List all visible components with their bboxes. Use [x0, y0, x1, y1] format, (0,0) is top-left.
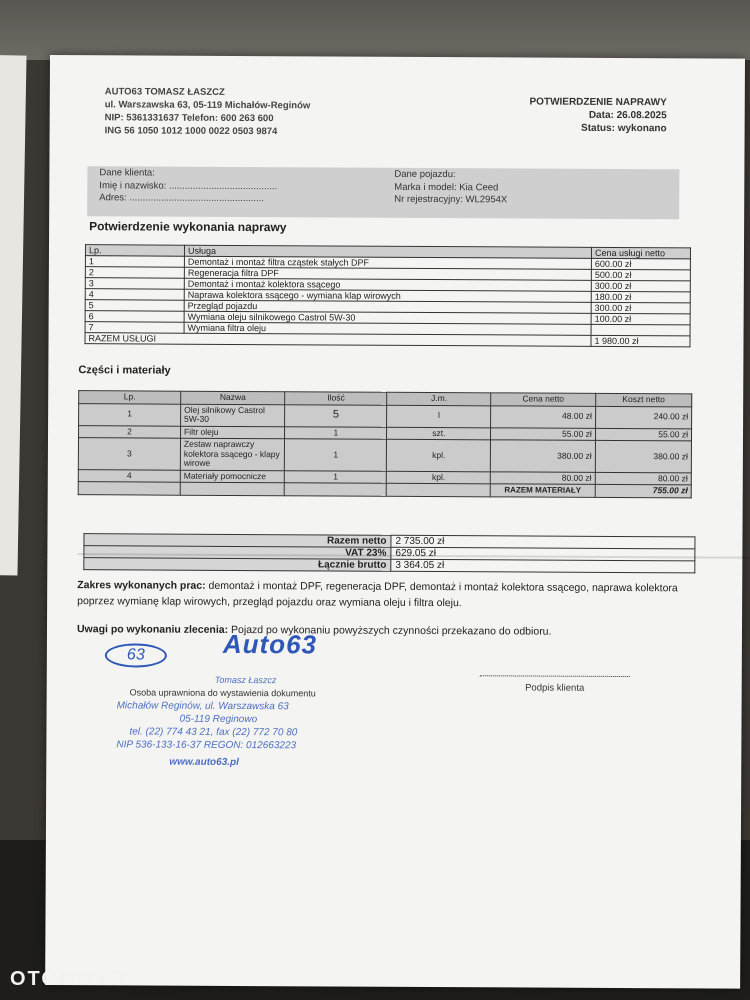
stamp-address1: Michałów Reginów, ul. Warszawska 63 — [116, 700, 289, 713]
row-unit: l — [387, 405, 491, 428]
document-date: Data: 26.08.2025 — [588, 109, 667, 122]
empty-cell — [285, 483, 387, 496]
gross-label: Łącznie brutto — [84, 558, 391, 572]
totals-row-gross — [84, 558, 695, 573]
services-total-value: 1 980.00 zł — [591, 335, 690, 347]
signature-label: Podpis klienta — [525, 682, 585, 694]
scope-text: demontaż i montaż DPF, regeneracja DPF, demontaż i montaż kolektora ssącego, naprawa kolektora poprzez wymianę klap wirowych, przegląd pojazdu oraz wymiana oleju i filtra oleju. — [77, 579, 678, 610]
company-block — [105, 85, 311, 138]
document-status: Status: wykonano — [581, 122, 667, 135]
header-lp: Lp. — [85, 245, 184, 257]
stamp-phones: tel. (22) 774 43 21, fax (22) 772 70 80 — [129, 726, 298, 739]
client-heading: Dane klienta: — [99, 167, 155, 179]
vehicle-model: Marka i model: Kia Ceed — [394, 181, 499, 193]
signature-line — [480, 675, 630, 677]
stamp-logo: Auto63 — [222, 628, 318, 660]
row-lp: 4 — [78, 469, 180, 482]
client-address: Adres: ................................................... — [99, 192, 264, 205]
row-unit-price: 380.00 zł — [491, 440, 596, 472]
row-price: 180.00 zł — [591, 291, 690, 303]
stamp-web: www.auto63.pl — [169, 756, 239, 768]
row-price: 300.00 zł — [591, 302, 690, 314]
row-cost: 80.00 zł — [595, 472, 691, 485]
empty-cell — [387, 483, 491, 496]
stamp-address2: 05-119 Reginowo — [179, 713, 258, 726]
header-unit: J.m. — [387, 392, 491, 405]
client-data — [99, 167, 277, 205]
row-service: Naprawa kolektora ssącego - wymiana klap wirowych — [184, 289, 591, 302]
row-unit: kpl. — [387, 471, 491, 484]
notes-text: Pojazd po wykonaniu powyższych czynności przekazano do odbioru. — [228, 623, 552, 638]
stamp-caption: Osoba uprawniona do wystawienia dokumentu — [129, 687, 316, 699]
empty-cell — [180, 482, 284, 495]
background-top — [0, 0, 750, 60]
header-price: Cena usługi netto — [591, 247, 690, 259]
parts-total-label: RAZEM MATERIAŁY — [491, 484, 595, 497]
notes-paragraph — [77, 621, 697, 640]
company-iban: ING 56 1050 1012 1000 0022 0503 9874 — [104, 125, 278, 138]
row-lp: 5 — [85, 300, 184, 312]
services-title: Potwierdzenie wykonania naprawy — [89, 219, 287, 235]
stamp-ids: NIP 536-133-16-37 REGON: 012663223 — [116, 739, 297, 752]
header-name: Nazwa — [181, 391, 285, 404]
row-name: Filtr oleju — [180, 426, 284, 439]
row-lp: 1 — [85, 256, 184, 268]
scope-paragraph — [77, 577, 697, 612]
vehicle-data — [394, 169, 507, 207]
header-qty: Ilość — [285, 392, 387, 405]
row-lp: 6 — [85, 311, 184, 323]
row-name: Materiały pomocnicze — [180, 470, 284, 483]
row-cost: 380.00 zł — [595, 440, 691, 472]
document-info — [529, 96, 666, 136]
row-name: Olej silnikowy Castrol 5W-30 — [181, 404, 285, 427]
row-lp: 1 — [79, 403, 181, 426]
row-lp: 3 — [85, 278, 184, 290]
document-page — [45, 55, 745, 989]
stamp-logo-row — [105, 628, 355, 674]
row-price — [591, 324, 690, 336]
row-lp: 2 — [85, 267, 184, 279]
stamp-owner: Tomasz Łaszcz — [214, 674, 277, 686]
table-row — [78, 438, 691, 473]
row-price: 300.00 zł — [591, 280, 690, 292]
empty-cell — [78, 482, 180, 495]
row-unit-price: 48.00 zł — [491, 405, 595, 428]
row-lp: 3 — [78, 438, 180, 470]
row-price: 600.00 zł — [591, 258, 690, 270]
row-name: Zestaw naprawczy kolektora ssącego - klapy wirowe — [180, 438, 285, 470]
header-service: Usługa — [184, 245, 591, 258]
company-address: ul. Warszawska 63, 05-119 Michałów-Reginów — [104, 99, 311, 112]
row-cost: 240.00 zł — [595, 406, 691, 429]
services-table — [84, 244, 691, 347]
header-lp: Lp. — [79, 391, 181, 404]
row-price: 100.00 zł — [591, 313, 690, 325]
services-total-row — [85, 333, 690, 347]
parts-total-row — [78, 482, 691, 498]
net-value: 2 735.00 zł — [391, 535, 695, 549]
row-price: 500.00 zł — [591, 269, 690, 281]
row-unit: kpl. — [387, 439, 491, 471]
gross-value: 3 364.05 zł — [391, 559, 695, 573]
vat-label: VAT 23% — [84, 546, 391, 560]
notes-label: Uwagi po wykonaniu zlecenia: — [76, 623, 229, 636]
row-qty: 1 — [285, 439, 387, 471]
company-name: AUTO63 TOMASZ ŁASZCZ — [104, 86, 225, 98]
row-qty: 5 — [285, 404, 387, 427]
scope-label: Zakres wykonanych prac: — [77, 579, 206, 592]
document-title: POTWIERDZENIE NAPRAWY — [529, 96, 667, 109]
parts-total-value: 755.00 zł — [595, 484, 691, 497]
row-service: Demontaż i montaż filtra cząstek stałych DPF — [184, 256, 591, 269]
header-unit-price: Cena netto — [491, 393, 595, 406]
net-label: Razem netto — [84, 534, 391, 548]
row-qty: 1 — [285, 470, 387, 483]
table-row — [79, 403, 692, 428]
row-lp: 7 — [85, 322, 184, 334]
row-lp: 4 — [85, 289, 184, 301]
row-service: Wymiana oleju silnikowego Castrol 5W-30 — [184, 311, 591, 324]
row-unit: szt. — [387, 427, 491, 440]
background-sheet — [0, 54, 27, 575]
vehicle-heading: Dane pojazdu: — [394, 168, 456, 181]
row-service: Przegląd pojazdu — [184, 300, 591, 313]
row-service: Wymiana filtra oleju — [184, 322, 591, 335]
stamp-badge: 63 — [105, 643, 167, 667]
header-cost: Koszt netto — [595, 393, 691, 406]
row-service: Regeneracja filtra DPF — [184, 267, 591, 280]
company-nip-phone: NIP: 5361331637 Telefon: 600 263 600 — [104, 112, 274, 125]
row-unit-price: 55.00 zł — [491, 427, 595, 440]
vat-value: 629.05 zł — [391, 547, 695, 561]
client-name: Imię i nazwisko: ......................................... — [99, 179, 278, 192]
row-qty: 1 — [285, 426, 387, 439]
client-signature — [475, 675, 635, 694]
otomoto-watermark: OTOMOTO — [10, 968, 127, 990]
parts-title: Części i materiały — [78, 364, 171, 377]
row-unit-price: 80.00 zł — [491, 471, 595, 484]
services-total-label: RAZEM USŁUGI — [85, 333, 591, 347]
row-lp: 2 — [78, 425, 180, 438]
parts-table — [78, 390, 693, 498]
row-cost: 55.00 zł — [595, 428, 691, 441]
vehicle-registration: Nr rejestracyjny: WL2954X — [394, 193, 508, 206]
row-service: Demontaż i montaż kolektora ssącego — [184, 278, 591, 291]
